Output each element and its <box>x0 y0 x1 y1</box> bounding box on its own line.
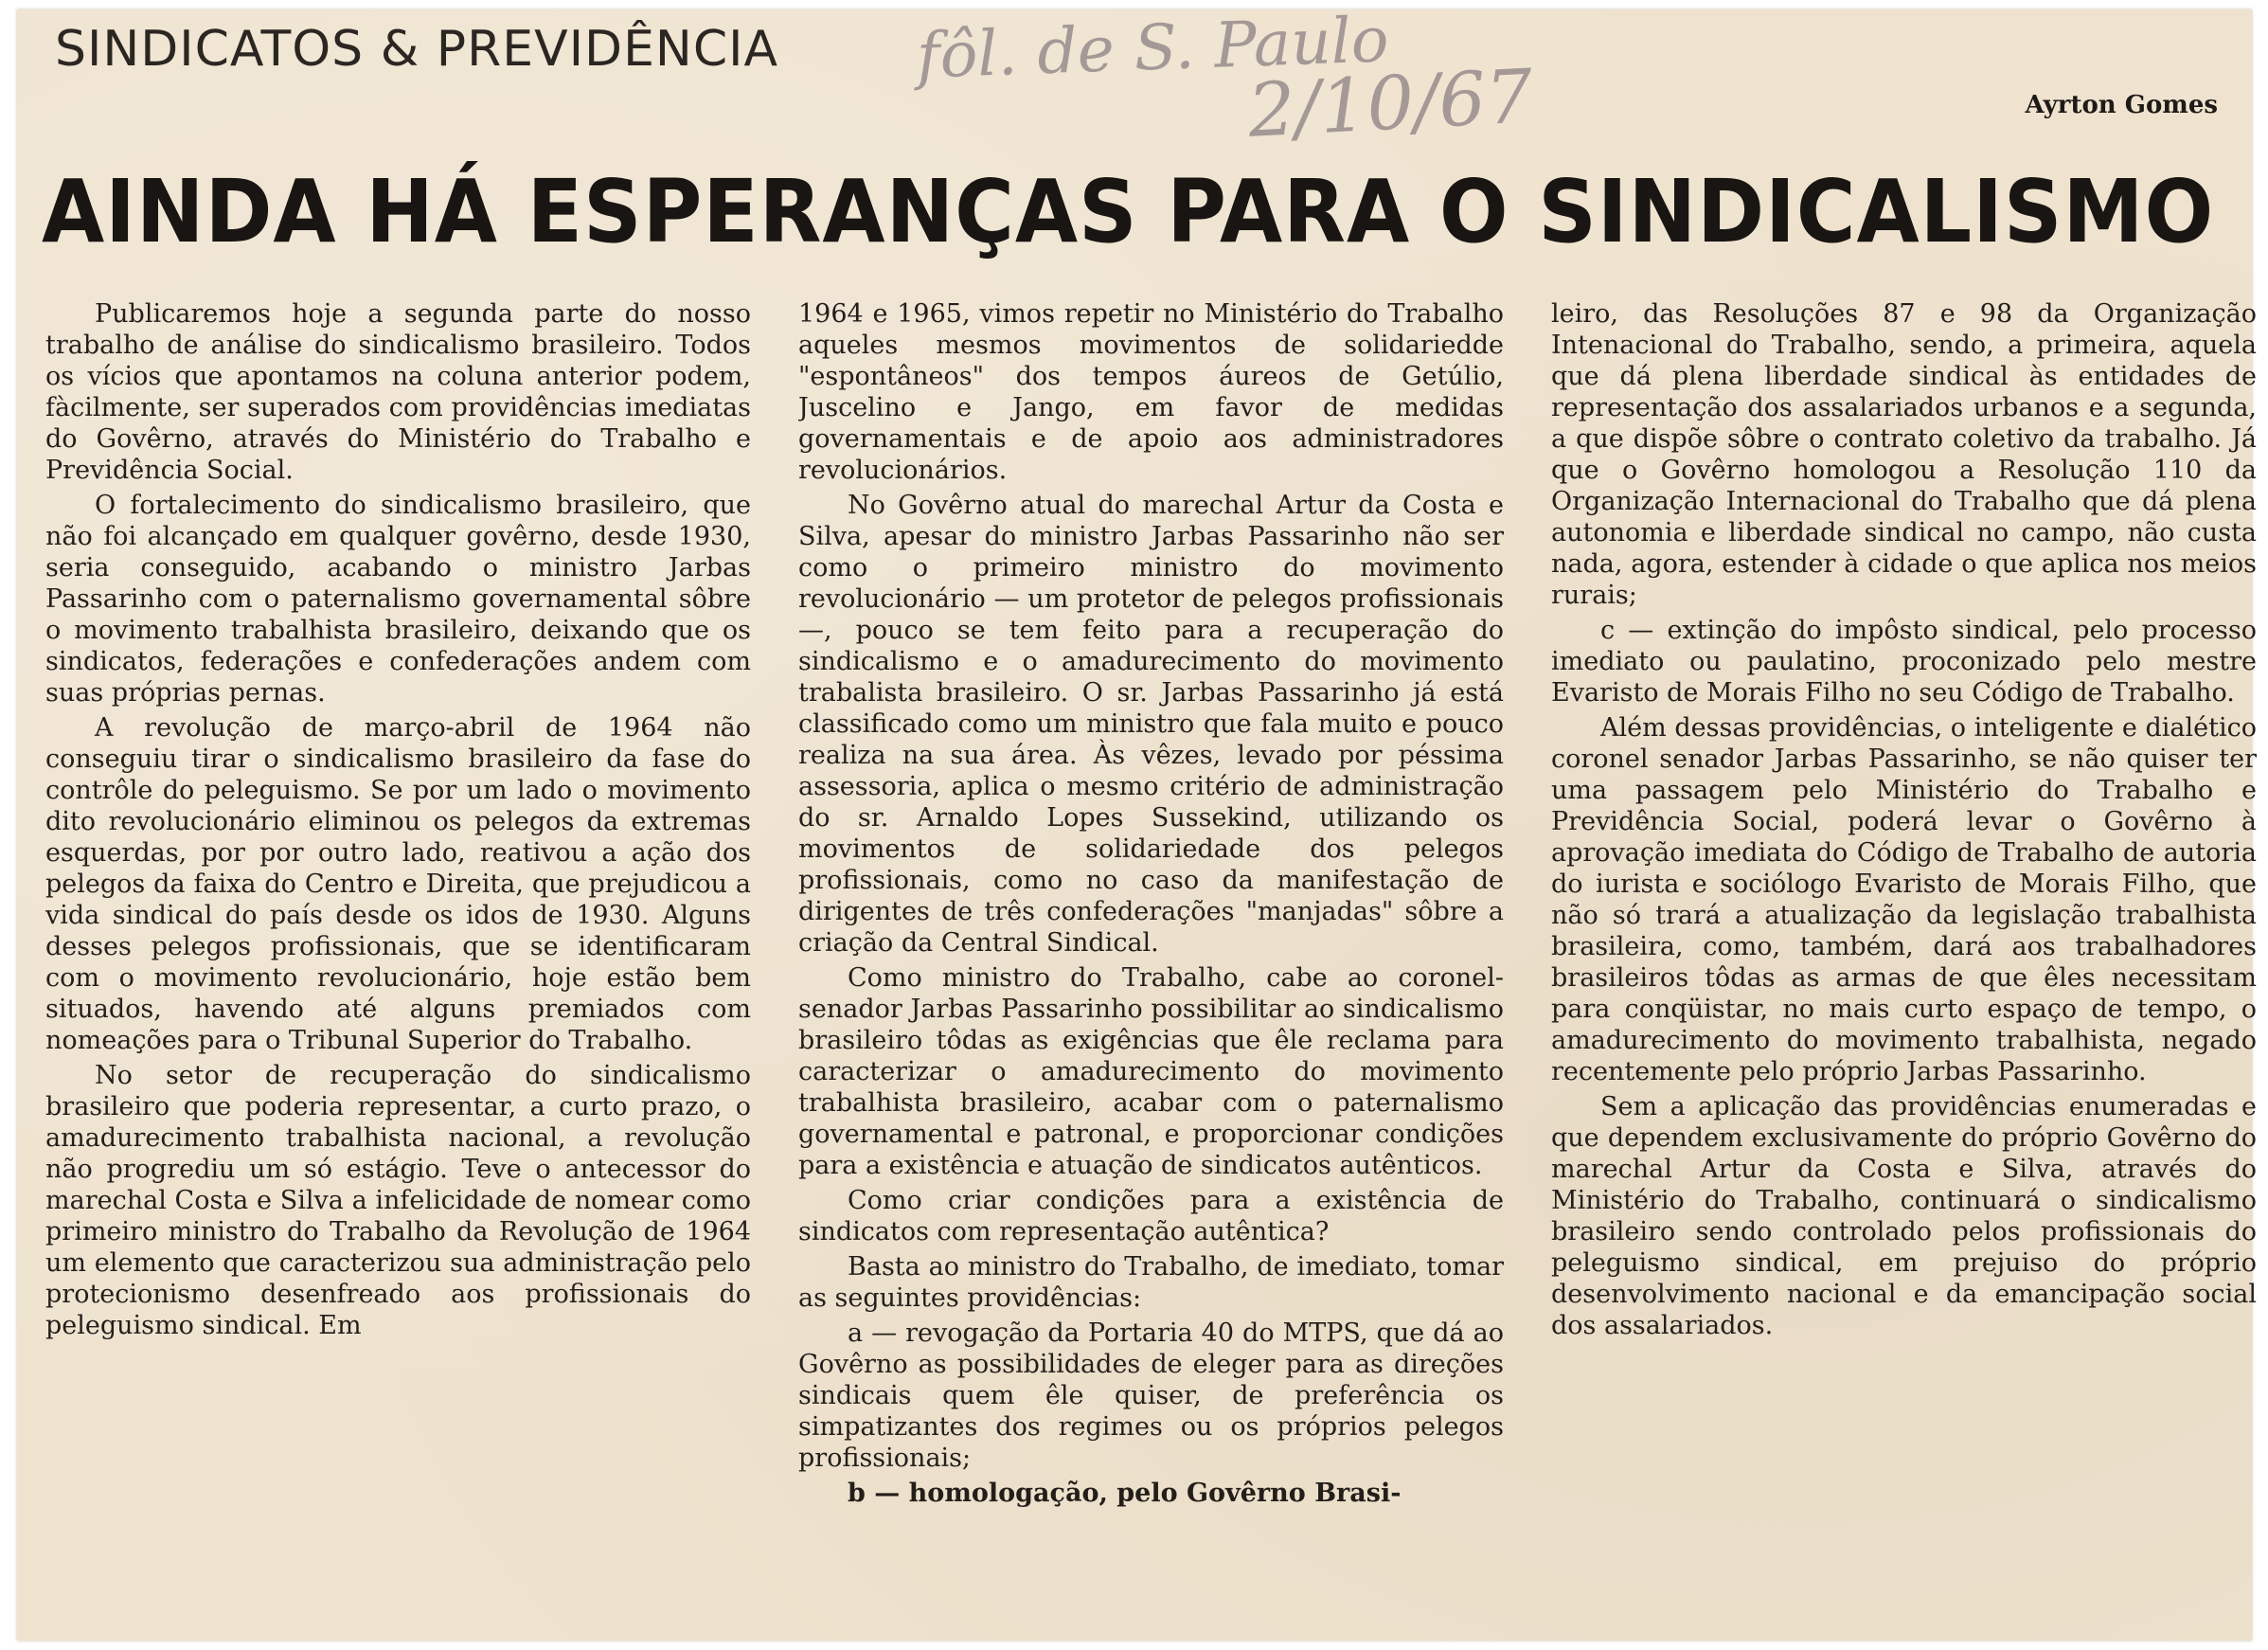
paragraph: Como ministro do Trabalho, cabe ao coronel-senador Jarbas Passarinho possibilitar ao sindicalismo brasileiro tôdas as exigências que êle reclama para caracterizar o amadurecimento do movimento trabalhista brasileiro, acabar com o paternalismo governamental e patronal, e proporcionar condições para a existência e atuação de sindicatos autênticos. <box>798 963 1504 1180</box>
paragraph: c — extinção do impôsto sindical, pelo processo imediato ou paulatino, proconizado pelo mestre Evaristo de Morais Filho no seu Código de Trabalho. <box>1551 616 2257 708</box>
paragraph: Basta ao ministro do Trabalho, de imediato, tomar as seguintes providências: <box>798 1252 1504 1313</box>
paragraph: A revolução de março-abril de 1964 não conseguiu tirar o sindicalismo brasileiro da fase do contrôle do peleguismo. Se por um lado o movimento dito revolucionário eliminou os pelegos da extremas esquerdas, por por outro lado, reativou a ação dos pelegos da faixa do Centro e Direita, que prejudicou a vida sindical do país desde os idos de 1930. Alguns desses pelegos profissionais, que se identificaram com o movimento revolucionário, hoje estão bem situados, havendo até alguns premiados com nomeações para o Tribunal Superior do Trabalho. <box>45 713 751 1055</box>
article-headline: AINDA HÁ ESPERANÇAS PARA O SINDICALISMO <box>42 161 2215 262</box>
paragraph: 1964 e 1965, vimos repetir no Ministério do Trabalho aqueles mesmos movimentos de solidariedde "espontâneos" dos tempos áureos de Getúlio, Juscelino e Jango, em favor de medidas governamentais e de apoio aos administradores revolucionários. <box>798 299 1504 485</box>
handwritten-source-note: fôl. de S. Paulo <box>915 3 1390 93</box>
section-label: SINDICATOS & PREVIDÊNCIA <box>55 21 779 78</box>
paragraph: Como criar condições para a existência de sindicatos com representação autêntica? <box>798 1186 1504 1246</box>
paragraph: b — homologação, pelo Govêrno Brasi- <box>848 1479 1402 1508</box>
newspaper-clipping <box>17 3 2257 1641</box>
author-byline: Ayrton Gomes <box>2025 91 2218 119</box>
paragraph: leiro, das Resoluções 87 e 98 da Organização Intenacional do Trabalho, sendo, a primeira, aquela que dá plena liberdade sindical às entidades de representação dos assalariados urbanos e a segunda, a que dispõe sôbre o contrato coletivo da trabalho. Já que o Govêrno homologou a Resolução 110 da Organização Internacional do Trabalho que dá plena autonomia e liberdade sindical no campo, não custa nada, agora, estender à cidade o que aplica nos meios rurais; <box>1551 299 2257 610</box>
handwritten-date-note: 2/10/67 <box>1245 54 1535 154</box>
paragraph: No Govêrno atual do marechal Artur da Costa e Silva, apesar do ministro Jarbas Passarinho não ser como o primeiro ministro do movimento revolucionário — um protetor de pelegos profissionais —, pouco se tem feito para a recuperação do sindicalismo e o amadurecimento do movimento trabalista brasileiro. O sr. Jarbas Passarinho já está classificado como um ministro que fala muito e pouco realiza na sua área. Às vêzes, levado por péssima assessoria, aplica o mesmo critério de administração do sr. Arnaldo Lopes Sussekind, utilizando os movimentos de solidariedade dos pelegos profissionais, como no caso da manifestação de dirigentes de três confederações "manjadas" sôbre a criação da Central Sindical. <box>798 491 1504 958</box>
paragraph: O fortalecimento do sindicalismo brasileiro, que não foi alcançado em qualquer govêrno, desde 1930, seria conseguido, acabando o ministro Jarbas Passarinho com o paternalismo governamental sôbre o movimento trabalhista brasileiro, deixando que os sindicatos, federações e confederações andem com suas próprias pernas. <box>45 491 751 708</box>
paragraph: Além dessas providências, o inteligente e dialético coronel senador Jarbas Passarinho, se não quiser ter uma passagem pelo Ministério do Trabalho e Previdência Social, poderá levar o Govêrno à aprovação imediata do Código de Trabalho de autoria do iurista e sociólogo Evaristo de Morais Filho, que não só trará a atualização da legislação trabalhista brasileira, como, também, dará aos trabalhadores brasileiros tôdas as armas de que êles necessitam para conqüistar, no mais curto espaço de tempo, o amadurecimento do movimento trabalhista, negado recentemente pelo próprio Jarbas Passarinho. <box>1551 713 2257 1086</box>
paragraph: No setor de recuperação do sindicalismo brasileiro que poderia representar, a curto prazo, o amadurecimento trabalhista nacional, a revolução não progrediu um só estágio. Teve o antecessor do marechal Costa e Silva a infelicidade de nomear como primeiro ministro do Trabalho da Revolução de 1964 um elemento que caracterizou sua administração pelo protecionismo desenfreado aos profissionais do peleguismo sindical. Em <box>45 1061 751 1340</box>
paragraph: Publicaremos hoje a segunda parte do nosso trabalho de análise do sindicalismo brasileiro. Todos os vícios que apontamos na coluna anterior podem, fàcilmente, ser superados com providências imediatas do Govêrno, através do Ministério do Trabalho e Previdência Social. <box>45 299 751 485</box>
paragraph: Sem a aplicação das providências enumeradas e que dependem exclusivamente do próprio Govêrno do marechal Artur da Costa e Silva, através do Ministério do Trabalho, continuará o sindicalismo brasileiro sendo controlado pelos profissionais do peleguismo sindical, em prejuiso do próprio desenvolvimento nacional e da emancipação social dos assalariados. <box>1551 1092 2257 1340</box>
article-body <box>45 298 2257 1624</box>
article-column-2 <box>798 298 1504 1624</box>
paragraph: a — revogação da Portaria 40 do MTPS, que dá ao Govêrno as possibilidades de eleger para as direções sindicais quem êle quiser, de preferência os simpatizantes dos regimes ou os próprios pelegos profissionais; <box>798 1318 1504 1473</box>
article-column-1 <box>45 298 751 1624</box>
article-column-3 <box>1551 298 2257 1624</box>
